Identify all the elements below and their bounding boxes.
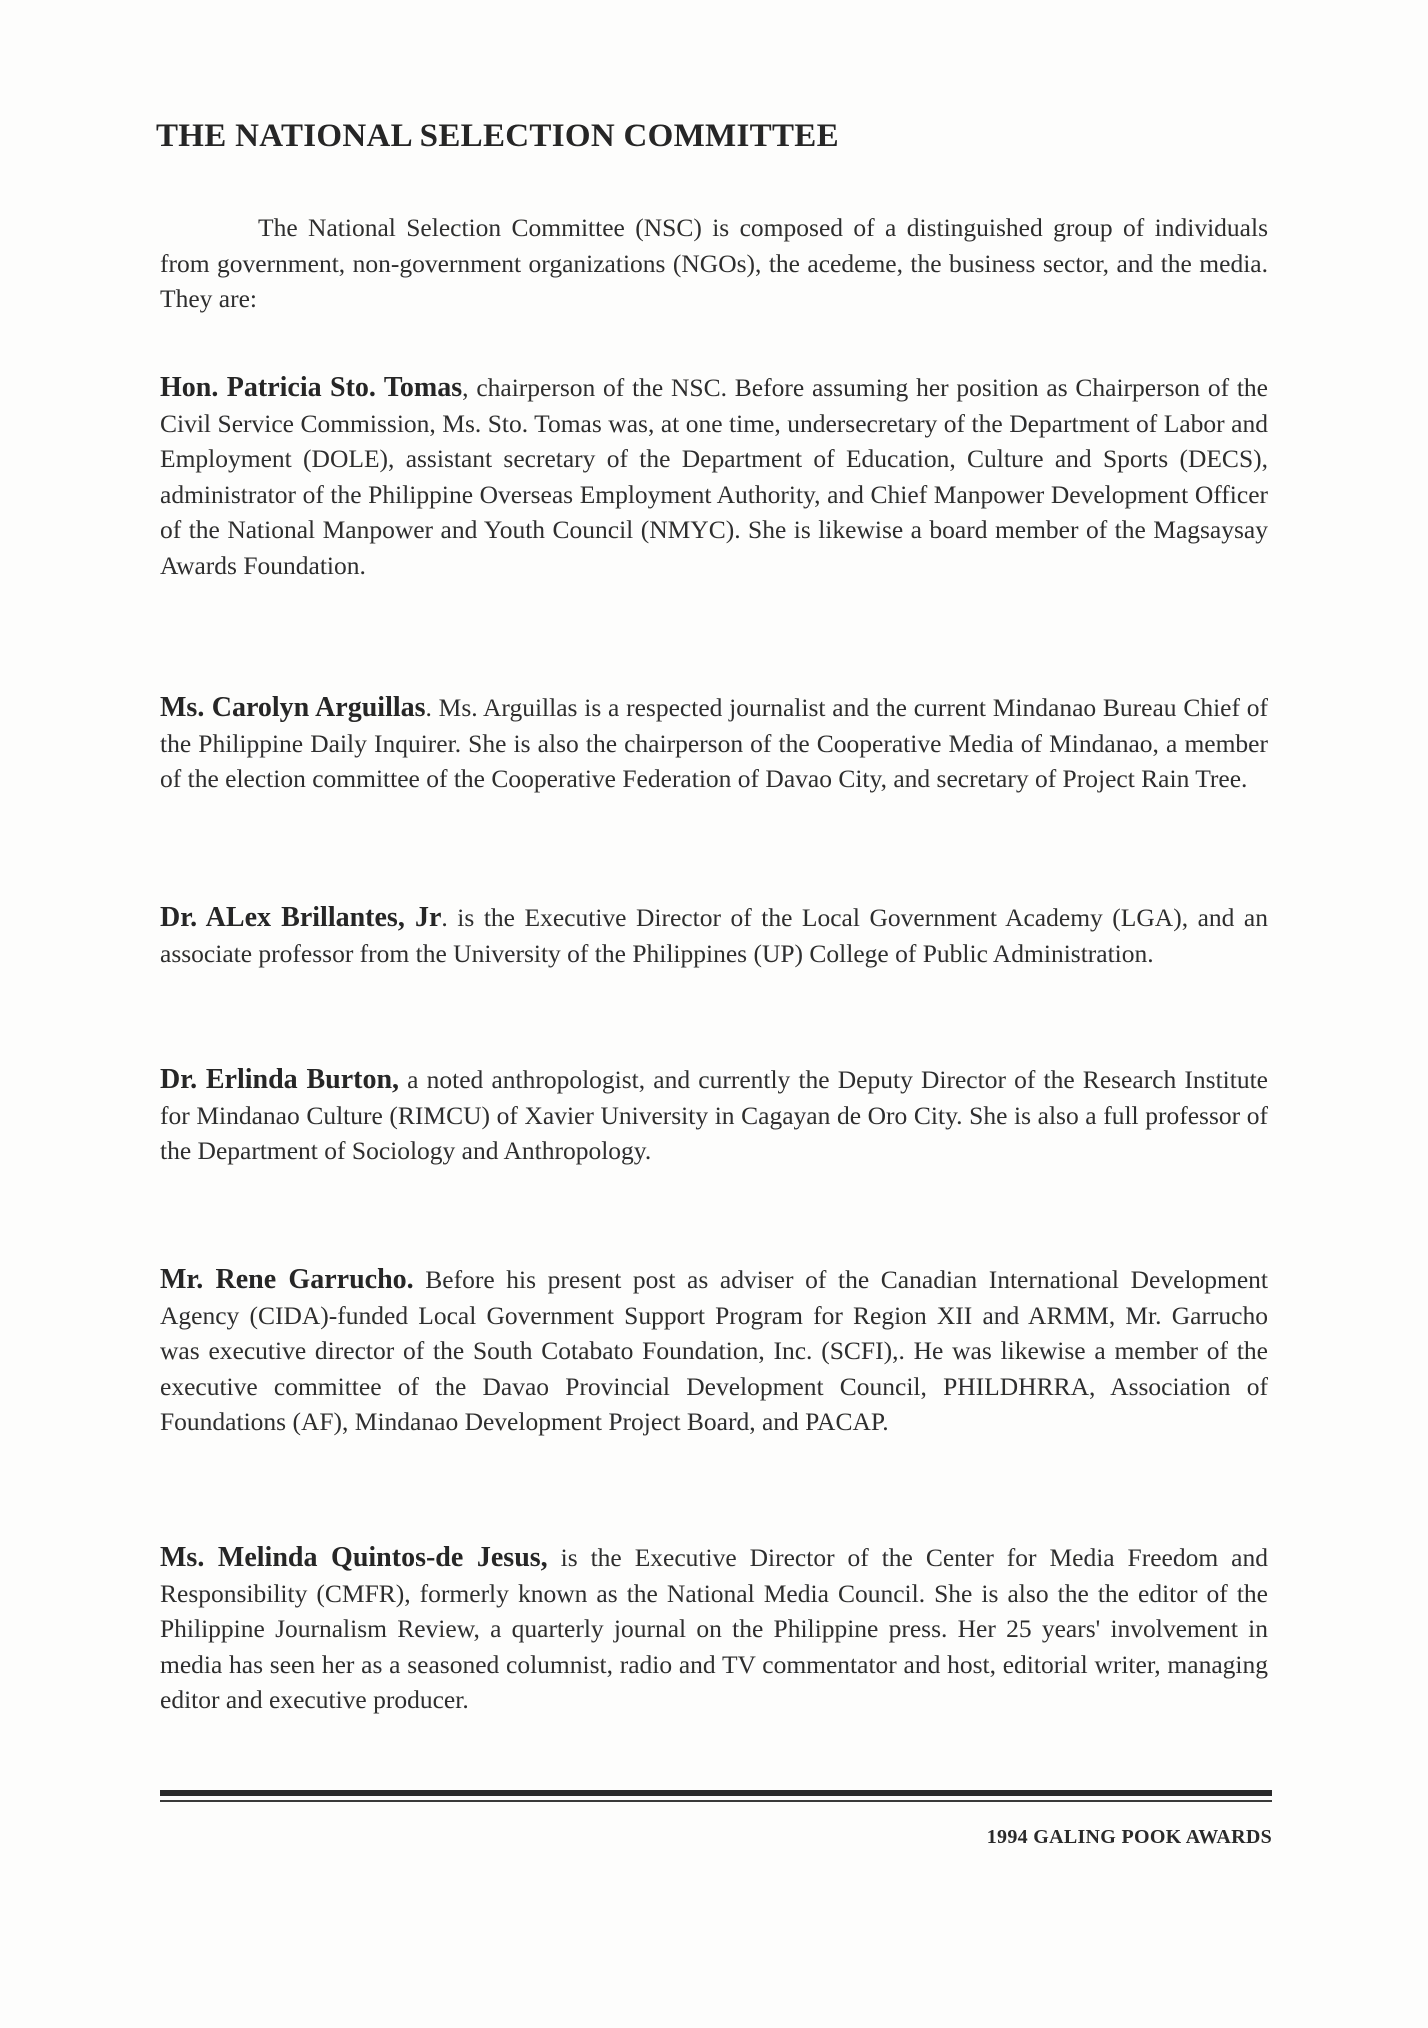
member-name: Hon. Patricia Sto. Tomas: [160, 372, 463, 403]
member-description: . Ms. Arguillas is a respected journalist and the current Mindanao Bureau Chief of the Philippine Daily Inquirer. She is also the chairperson of the Cooperative Media of Mindanao, a member of the election committee of the Cooperative Federation of Davao City, and secretary of Project Rain Tree.: [160, 693, 1268, 793]
member-name: Mr. Rene Garrucho.: [160, 1264, 414, 1295]
member-name: Ms. Carolyn Arguillas: [160, 692, 426, 723]
member-paragraph-sto-tomas: [160, 370, 1268, 583]
member-paragraph-arguillas: [160, 690, 1268, 797]
intro-paragraph: The National Selection Committee (NSC) is composed of a distinguished group of individuals from government, non-government organizations (NGOs), the acedeme, the business sector, and the media. They are:: [160, 213, 1268, 313]
member-description: Before his present post as adviser of the Canadian International Development Agency (CIDA)-funded Local Government Support Program for Region XII and ARMM, Mr. Garrucho was executive director of the South Cotabato Foundation, Inc. (SCFI),. He was likewise a member of the executive committee of the Davao Provincial Development Council, PHILDHRRA, Association of Foundations (AF), Mindanao Development Project Board, and PACAP.: [160, 1265, 1268, 1436]
member-name: Dr. ALex Brillantes, Jr: [160, 902, 442, 933]
member-name: Ms. Melinda Quintos-de Jesus,: [160, 1542, 548, 1573]
page-title: THE NATIONAL SELECTION COMMITTEE: [156, 118, 839, 154]
member-description: is the Executive Director of the Center for Media Freedom and Responsibility (CMFR), formerly known as the National Media Council. She is also the the editor of the Philippine Journalism Review, a quarterly journal on the Philippine press. Her 25 years' involvement in media has seen her as a seasoned columnist, radio and TV commentator and host, editorial writer, managing editor and executive producer.: [160, 1543, 1268, 1714]
member-description: a noted anthropologist, and currently the Deputy Director of the Research Institute for Mindanao Culture (RIMCU) of Xavier University in Cagayan de Oro City. She is also a full professor of the Department of Sociology and Anthropology.: [160, 1065, 1268, 1165]
member-paragraph-garrucho: [160, 1262, 1268, 1440]
footer-rule-thin: [160, 1800, 1272, 1802]
member-paragraph-burton: [160, 1062, 1268, 1169]
footer-publication-label: 1994 GALING POOK AWARDS: [986, 1826, 1272, 1848]
member-name: Dr. Erlinda Burton,: [160, 1064, 400, 1095]
member-description: , chairperson of the NSC. Before assuming her position as Chairperson of the Civil Service Commission, Ms. Sto. Tomas was, at one time, undersecretary of the Department of Labor and Employment (DOLE), assistant secretary of the Department of Education, Culture and Sports (DECS), administrator of the Philippine Overseas Employment Authority, and Chief Manpower Development Officer of the National Manpower and Youth Council (NMYC). She is likewise a board member of the Magsaysay Awards Foundation.: [160, 373, 1268, 580]
member-description: . is the Executive Director of the Local Government Academy (LGA), and an associate professor from the University of the Philippines (UP) College of Public Administration.: [160, 903, 1269, 968]
footer-rule-thick: [160, 1790, 1272, 1796]
member-paragraph-quintos-de-jesus: [160, 1540, 1268, 1718]
member-paragraph-brillantes: [160, 900, 1268, 971]
